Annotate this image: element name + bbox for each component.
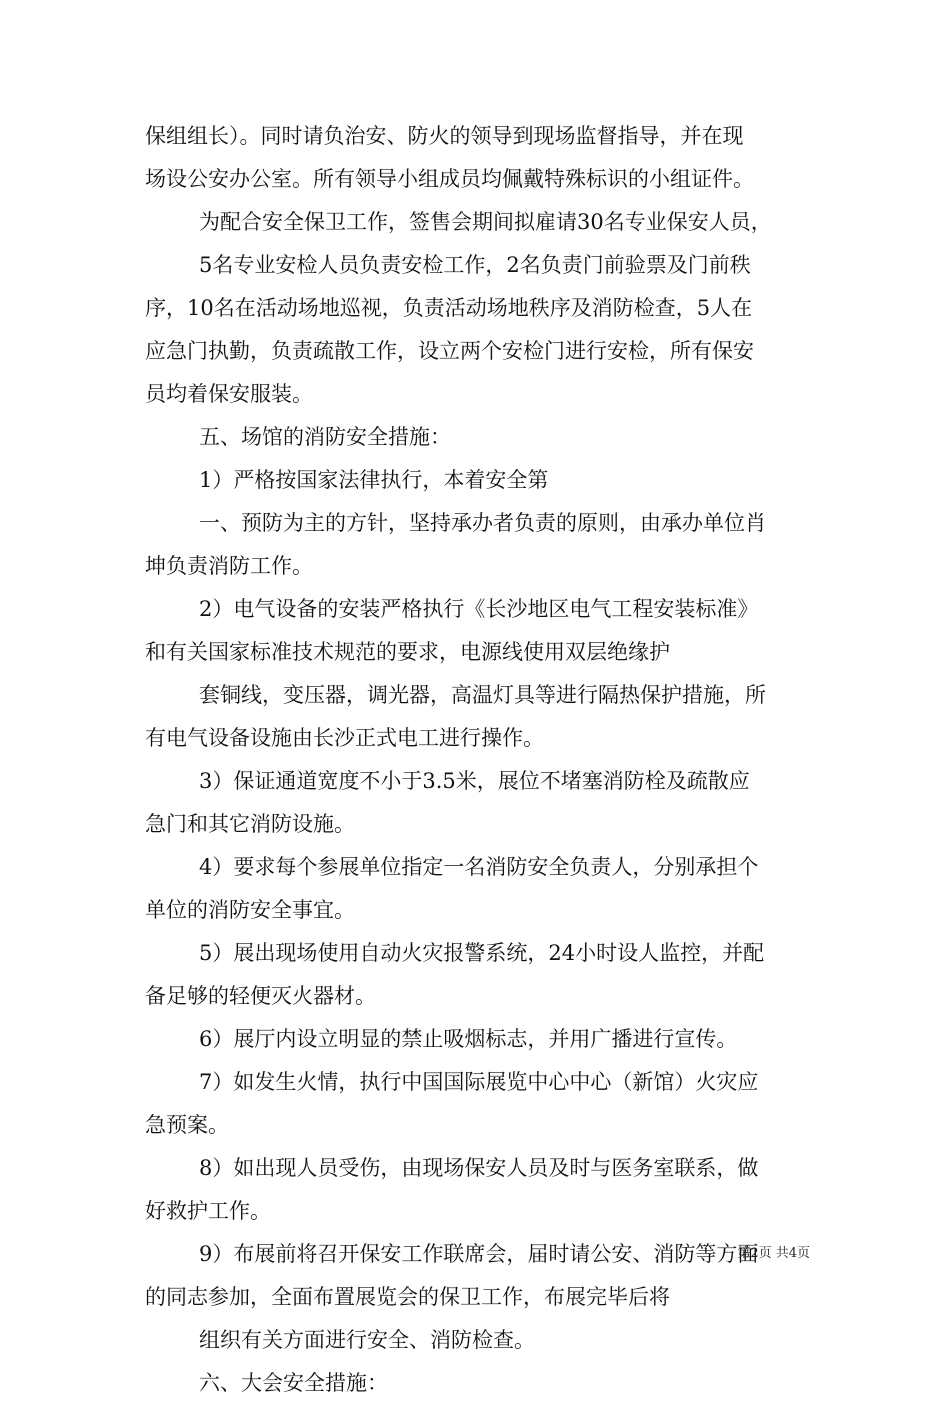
text-line: 4）要求每个参展单位指定一名消防安全负责人，分别承担个 xyxy=(199,855,759,879)
text-line: 急预案。 xyxy=(145,1113,229,1137)
text-line: 有电气设备设施由长沙正式电工进行操作。 xyxy=(145,726,544,750)
text-line: 组织有关方面进行安全、消防检查。 xyxy=(199,1328,535,1352)
text-line: 3）保证通道宽度不小于3.5米，展位不堵塞消防栓及疏散应 xyxy=(199,769,750,793)
text-line: 一、预防为主的方针，坚持承办者负责的原则，由承办单位肖 xyxy=(199,511,766,535)
body-text xyxy=(145,115,815,1405)
text-line: 为配合安全保卫工作，签售会期间拟雇请30名专业保安人员， xyxy=(199,210,772,234)
text-line: 的同志参加，全面布置展览会的保卫工作，布展完毕后将 xyxy=(145,1285,670,1309)
text-line: 好救护工作。 xyxy=(145,1199,271,1223)
text-line: 6）展厅内设立明显的禁止吸烟标志，并用广播进行宣传。 xyxy=(199,1027,738,1051)
text-line: 备足够的轻便灭火器材。 xyxy=(145,984,376,1008)
page-number: 第2页 共4页 xyxy=(737,1246,810,1261)
text-line: 8）如出现人员受伤，由现场保安人员及时与医务室联系，做 xyxy=(199,1156,759,1180)
text-line: 单位的消防安全事宜。 xyxy=(145,898,355,922)
text-line: 套铜线，变压器，调光器，高温灯具等进行隔热保护措施，所 xyxy=(199,683,766,707)
text-line: 1）严格按国家法律执行，本着安全第 xyxy=(199,468,549,492)
text-line: 7）如发生火情，执行中国国际展览中心中心（新馆）火灾应 xyxy=(199,1070,759,1094)
text-line: 场设公安办公室。所有领导小组成员均佩戴特殊标识的小组证件。 xyxy=(145,167,754,191)
text-line: 5）展出现场使用自动火灾报警系统，24小时设人监控，并配 xyxy=(199,941,765,965)
text-line: 5名专业安检人员负责安检工作，2名负责门前验票及门前秩 xyxy=(199,253,751,277)
text-line: 员均着保安服装。 xyxy=(145,382,313,406)
text-line: 保组组长）。同时请负治安、防火的领导到现场监督指导，并在现 xyxy=(145,124,744,148)
text-line: 急门和其它消防设施。 xyxy=(145,812,355,836)
text-line: 9）布展前将召开保安工作联席会，届时请公安、消防等方面 xyxy=(199,1242,759,1266)
text-line: 应急门执勤，负责疏散工作，设立两个安检门进行安检，所有保安 xyxy=(145,339,754,363)
text-line: 序，10名在活动场地巡视，负责活动场地秩序及消防检查，5人在 xyxy=(145,296,753,320)
text-line: 坤负责消防工作。 xyxy=(145,554,313,578)
section-heading: 六、大会安全措施： xyxy=(199,1371,388,1395)
text-line: 和有关国家标准技术规范的要求，电源线使用双层绝缘护 xyxy=(145,640,670,664)
text-line: 2）电气设备的安装严格执行《长沙地区电气工程安装标准》 xyxy=(199,597,759,621)
section-heading: 五、场馆的消防安全措施： xyxy=(199,425,451,449)
